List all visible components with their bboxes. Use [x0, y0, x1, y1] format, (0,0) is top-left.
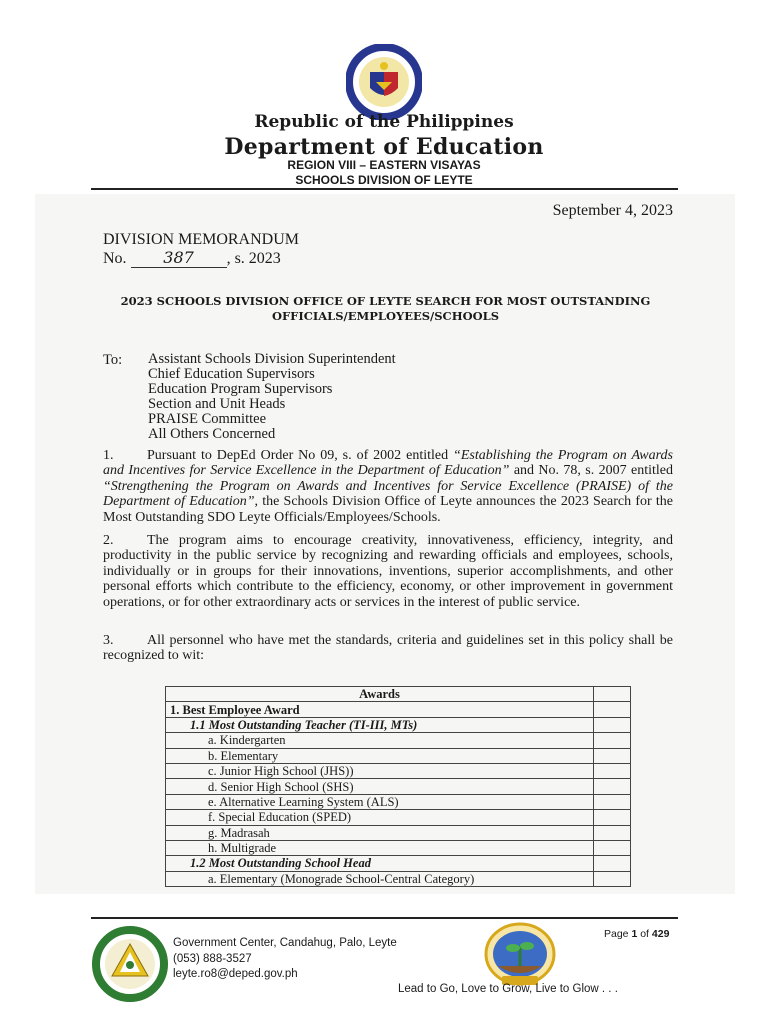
memo-number-line — [103, 249, 299, 268]
do-title-2002: “Establishing the Program on Awards and Incentives for Service Excellence in the Department of Education” — [103, 448, 673, 479]
table-cell — [594, 687, 631, 702]
paragraph-1 — [103, 448, 673, 525]
awards-table — [165, 686, 631, 887]
recipient: PRAISE Committee — [148, 411, 267, 427]
table-header: Awards — [166, 687, 594, 702]
paragraph-number: 3. — [103, 633, 114, 648]
table-row — [166, 871, 631, 886]
award-item: h. Multigrade — [166, 840, 594, 855]
table-cell — [594, 702, 631, 717]
award-subcategory: 1.1 Most Outstanding Teacher (TI-III, MTs) — [166, 717, 594, 732]
sdo-leyte-logo — [92, 926, 168, 1002]
to-label: To: — [103, 352, 123, 368]
memo-title-line: OFFICIALS/EMPLOYEES/SCHOOLS — [271, 309, 499, 323]
award-item: f. Special Education (SPED) — [166, 810, 594, 825]
memo-no-label: No. — [103, 250, 127, 267]
deped-seal-logo — [346, 44, 422, 120]
table-row — [166, 825, 631, 840]
footer-email: leyte.ro8@deped.gov.ph — [173, 968, 298, 980]
award-item: d. Senior High School (SHS) — [166, 779, 594, 794]
award-item: a. Kindergarten — [166, 733, 594, 748]
award-item: e. Alternative Learning System (ALS) — [166, 794, 594, 809]
award-item: b. Elementary — [166, 748, 594, 763]
republic-heading: Republic of the Philippines — [254, 112, 514, 132]
paragraph-3 — [103, 633, 673, 664]
page-number: 1 — [631, 928, 638, 940]
table-row — [166, 840, 631, 855]
department-heading: Department of Education — [224, 134, 544, 160]
table-cell — [594, 794, 631, 809]
table-cell — [594, 733, 631, 748]
memo-title-line: 2023 SCHOOLS DIVISION OFFICE OF LEYTE SEARCH FOR MOST OUTSTANDING — [120, 294, 651, 308]
table-row — [166, 717, 631, 732]
table-cell — [594, 840, 631, 855]
table-cell — [594, 810, 631, 825]
recipient: Chief Education Supervisors — [148, 366, 315, 382]
region-heading: REGION VIII – EASTERN VISAYAS — [287, 158, 481, 172]
footer-slogan: Lead to Go, Love to Grow, Live to Glow . . . — [398, 983, 618, 995]
paragraph-2 — [103, 533, 673, 610]
paragraph-text: The program aims to encourage creativity, innovativeness, efficiency, integrity, and productivity in the public service by recognizing and rewarding officials and employees, schools, individually or in groups for their innovations, inventions, superior accomplishments, and other personal efforts which contribute to the efficiency, economy, or other improvement in government operations, or for other extraordinary acts or services in the interest of public service. — [103, 533, 673, 610]
award-item: a. Elementary (Monograde School-Central Category) — [166, 871, 594, 886]
table-row — [166, 702, 631, 717]
paragraph-text: Pursuant to DepEd Order No 09, s. of 2002 entitled — [147, 448, 454, 463]
seeding-logo — [484, 922, 556, 988]
table-header-row — [166, 687, 631, 702]
table-row — [166, 856, 631, 871]
table-row — [166, 748, 631, 763]
recipients-list — [148, 352, 396, 442]
recipient: All Others Concerned — [148, 426, 276, 442]
footer-contact — [173, 936, 397, 983]
paragraph-text: , the Schools Division Office of Leyte announces the 2023 Search for the Most Outstanding SDO Leyte Officials/Employees/Schools. — [103, 494, 673, 525]
footer-divider — [91, 917, 678, 919]
page-total: 429 — [651, 928, 670, 940]
footer-address: Government Center, Candahug, Palo, Leyte — [173, 937, 397, 949]
do-title-2007: “Strengthening the Program on Awards and Incentives for Service Excellence (PRAISE) of the Department of Education” — [103, 478, 673, 510]
award-category: 1. Best Employee Award — [166, 702, 594, 717]
memo-series: , s. 2023 — [226, 250, 281, 267]
header-divider — [91, 188, 678, 190]
award-subcategory: 1.2 Most Outstanding School Head — [166, 856, 594, 871]
memo-date: September 4, 2023 — [552, 202, 673, 219]
division-heading: SCHOOLS DIVISION OF LEYTE — [295, 173, 473, 187]
paragraph-text: and No. 78, s. 2007 entitled — [509, 463, 673, 479]
paragraph-number: 2. — [103, 533, 114, 548]
page-indicator — [604, 928, 669, 940]
page-label: Page — [604, 928, 629, 940]
award-item: g. Madrasah — [166, 825, 594, 840]
table-row — [166, 763, 631, 778]
memo-heading: DIVISION MEMORANDUM — [103, 231, 299, 248]
recipient: Education Program Supervisors — [148, 381, 333, 397]
table-cell — [594, 871, 631, 886]
table-row — [166, 779, 631, 794]
memo-number: 387 — [131, 249, 227, 268]
paragraph-number: 1. — [103, 448, 114, 463]
table-cell — [594, 717, 631, 732]
table-cell — [594, 763, 631, 778]
award-item: c. Junior High School (JHS)) — [166, 763, 594, 778]
table-row — [166, 810, 631, 825]
table-cell — [594, 825, 631, 840]
memo-heading-block — [103, 231, 299, 268]
recipient: Assistant Schools Division Superintendent — [148, 351, 396, 367]
table-cell — [594, 748, 631, 763]
memo-title — [103, 294, 668, 324]
table-row — [166, 794, 631, 809]
recipient: Section and Unit Heads — [148, 396, 286, 412]
footer-phone: (053) 888-3527 — [173, 952, 252, 965]
table-row — [166, 733, 631, 748]
page-of-label: of — [640, 928, 649, 940]
table-cell — [594, 856, 631, 871]
table-cell — [594, 779, 631, 794]
paragraph-text: All personnel who have met the standards, criteria and guidelines set in this policy shall be recognized to wit: — [103, 633, 673, 664]
